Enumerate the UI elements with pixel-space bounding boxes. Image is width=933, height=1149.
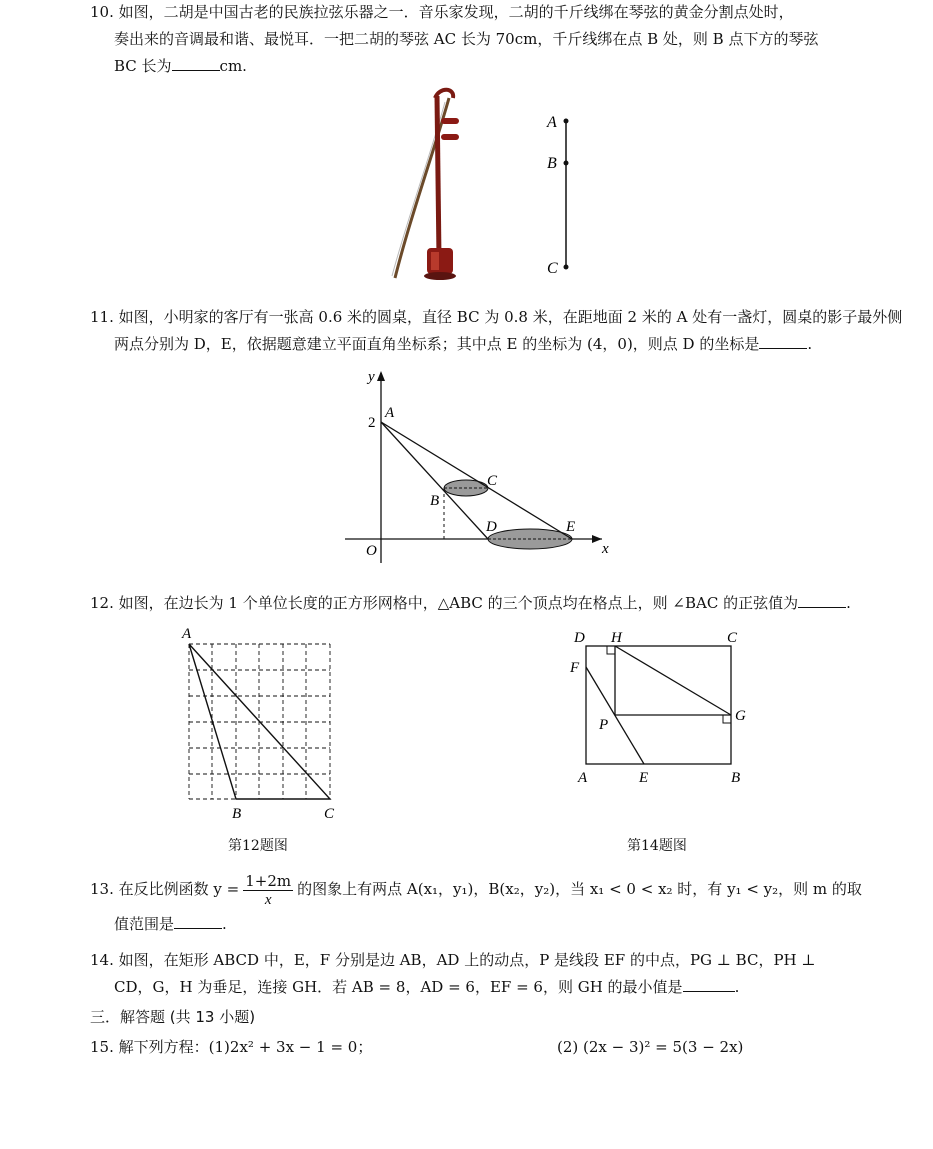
point-b bbox=[564, 161, 569, 166]
section-3-heading: 三．解答题 (共 13 小题) bbox=[90, 1008, 256, 1026]
label-d: D bbox=[486, 519, 497, 535]
point-c bbox=[564, 265, 569, 270]
label-a: A bbox=[385, 405, 395, 421]
label-b: B bbox=[430, 493, 440, 509]
origin-label: O bbox=[366, 543, 377, 559]
q14-text-1: 如图，在矩形 ABCD 中，E，F 分别是边 AB，AD 上的动点，P 是线段 EF 的中点，PG ⊥ BC，PH ⊥ bbox=[118, 951, 816, 969]
label-e: E bbox=[639, 770, 649, 786]
erhu-peg-1 bbox=[441, 118, 459, 124]
q11-line2 bbox=[114, 333, 812, 355]
erhu-neck bbox=[437, 96, 439, 258]
erhu-illustration bbox=[385, 88, 480, 283]
q13-period: . bbox=[222, 915, 227, 933]
segment-hg bbox=[615, 646, 731, 715]
label-a: A bbox=[547, 114, 557, 131]
q10-segment-figure bbox=[540, 108, 580, 278]
erhu-base bbox=[424, 272, 456, 280]
label-b: B bbox=[232, 806, 242, 822]
point-a bbox=[564, 119, 569, 124]
q15-number: 15. bbox=[90, 1038, 114, 1056]
label-h: H bbox=[611, 630, 622, 646]
label-p: P bbox=[599, 717, 609, 733]
q11-number: 11. bbox=[90, 308, 114, 326]
erhu-body-highlight bbox=[431, 252, 439, 270]
q12-answer-blank[interactable] bbox=[798, 593, 846, 608]
q14-answer-blank[interactable] bbox=[683, 977, 735, 992]
q14-line1 bbox=[90, 949, 816, 971]
x-axis-arrow bbox=[592, 535, 602, 543]
label-c: C bbox=[324, 806, 335, 822]
erhu-scroll bbox=[435, 90, 453, 98]
q14-text-2: CD，G，H 为垂足，连接 GH．若 AB = 8，AD = 6，EF = 6，则 GH 的最小值是 bbox=[114, 978, 683, 996]
q14-caption: 第14题图 bbox=[627, 838, 687, 854]
right-angle-h bbox=[607, 646, 615, 654]
q10-unit: cm. bbox=[219, 57, 247, 75]
tick-label-2: 2 bbox=[368, 415, 376, 431]
q10-line2: 奏出来的音调最和谐、最悦耳．一把二胡的琴弦 AC 长为 70cm，千斤线绑在点 B 处，则 B 点下方的琴弦 bbox=[114, 30, 819, 48]
label-g: G bbox=[735, 708, 746, 724]
erhu-peg-2 bbox=[441, 134, 459, 140]
label-a: A bbox=[578, 770, 588, 786]
q15-equation-2: (2) (2x − 3)² = 5(3 − 2x) bbox=[557, 1038, 744, 1056]
rectangle-abcd bbox=[586, 646, 731, 764]
q10-line3 bbox=[114, 55, 247, 77]
q13-number: 13. bbox=[90, 880, 114, 898]
label-d: D bbox=[574, 630, 585, 646]
q14-line2 bbox=[114, 976, 739, 998]
q13-fraction-denominator: x bbox=[264, 891, 272, 908]
q13-text-2: 值范围是 bbox=[114, 915, 175, 933]
q10-line1 bbox=[90, 1, 794, 23]
triangle-abc bbox=[189, 644, 330, 799]
q11-period: . bbox=[807, 335, 813, 353]
q14-rectangle-figure bbox=[565, 622, 755, 792]
q15-equation-1: (1)2x² + 3x − 1 = 0； bbox=[208, 1038, 373, 1056]
q11-answer-blank[interactable] bbox=[759, 334, 807, 349]
q13-answer-blank[interactable] bbox=[174, 914, 222, 929]
axis-label-x: x bbox=[602, 541, 609, 557]
q12-number: 12. bbox=[90, 594, 114, 612]
q11-line1 bbox=[90, 306, 902, 328]
label-c: C bbox=[727, 630, 738, 646]
q13-text-post: 的图象上有两点 A(x₁，y₁)，B(x₂，y₂)，当 x₁ < 0 < x₂ 时，有 y₁ < y₂，则 m 的取 bbox=[297, 880, 862, 898]
q12-line1 bbox=[90, 592, 851, 614]
q10-number: 10. bbox=[90, 3, 114, 21]
q14-period: . bbox=[734, 978, 740, 996]
q14-number: 14. bbox=[90, 951, 114, 969]
q12-period: . bbox=[846, 594, 851, 612]
q12-text-1: 如图，在边长为 1 个单位长度的正方形网格中，△ABC 的三个顶点均在格点上，则 ∠BAC 的正弦值为 bbox=[118, 594, 799, 612]
ray-ae bbox=[381, 422, 572, 539]
right-angle-g bbox=[723, 715, 731, 723]
q15-label: 解下列方程： bbox=[118, 1038, 209, 1056]
q13-line1 bbox=[90, 870, 862, 909]
label-c: C bbox=[547, 260, 558, 277]
label-b: B bbox=[547, 155, 557, 172]
q13-line2 bbox=[114, 913, 227, 935]
q13-fraction bbox=[243, 872, 293, 909]
q13-text-pre: 在反比例函数 y = bbox=[118, 880, 240, 898]
label-e: E bbox=[566, 519, 576, 535]
label-f: F bbox=[570, 660, 580, 676]
y-axis-arrow bbox=[377, 371, 385, 381]
q11-text-1: 如图，小明家的客厅有一张高 0.6 米的圆桌，直径 BC 为 0.8 米，在距地面 2 米的 A 处有一盏灯，圆桌的影子最外侧 bbox=[118, 308, 903, 326]
q12-grid-figure bbox=[176, 622, 341, 827]
erhu-body bbox=[427, 248, 453, 274]
q10-text-1: 如图，二胡是中国古老的民族拉弦乐器之一．音乐家发现，二胡的千斤线绑在琴弦的黄金分割点处时， bbox=[118, 3, 794, 21]
q10-text-3: BC 长为 bbox=[114, 57, 172, 75]
label-b: B bbox=[731, 770, 741, 786]
q10-answer-blank[interactable] bbox=[172, 56, 220, 71]
q13-fraction-numerator: 1+2m bbox=[245, 871, 292, 890]
label-a: A bbox=[182, 626, 192, 642]
q15-line1 bbox=[90, 1036, 372, 1058]
q11-text-2: 两点分别为 D，E，依据题意建立平面直角坐标系；其中点 E 的坐标为 (4，0)，则点 D 的坐标是 bbox=[114, 335, 760, 353]
axis-label-y: y bbox=[368, 369, 375, 385]
label-c: C bbox=[487, 473, 498, 489]
q12-caption: 第12题图 bbox=[228, 838, 288, 854]
q11-coordinate-figure bbox=[340, 365, 630, 565]
